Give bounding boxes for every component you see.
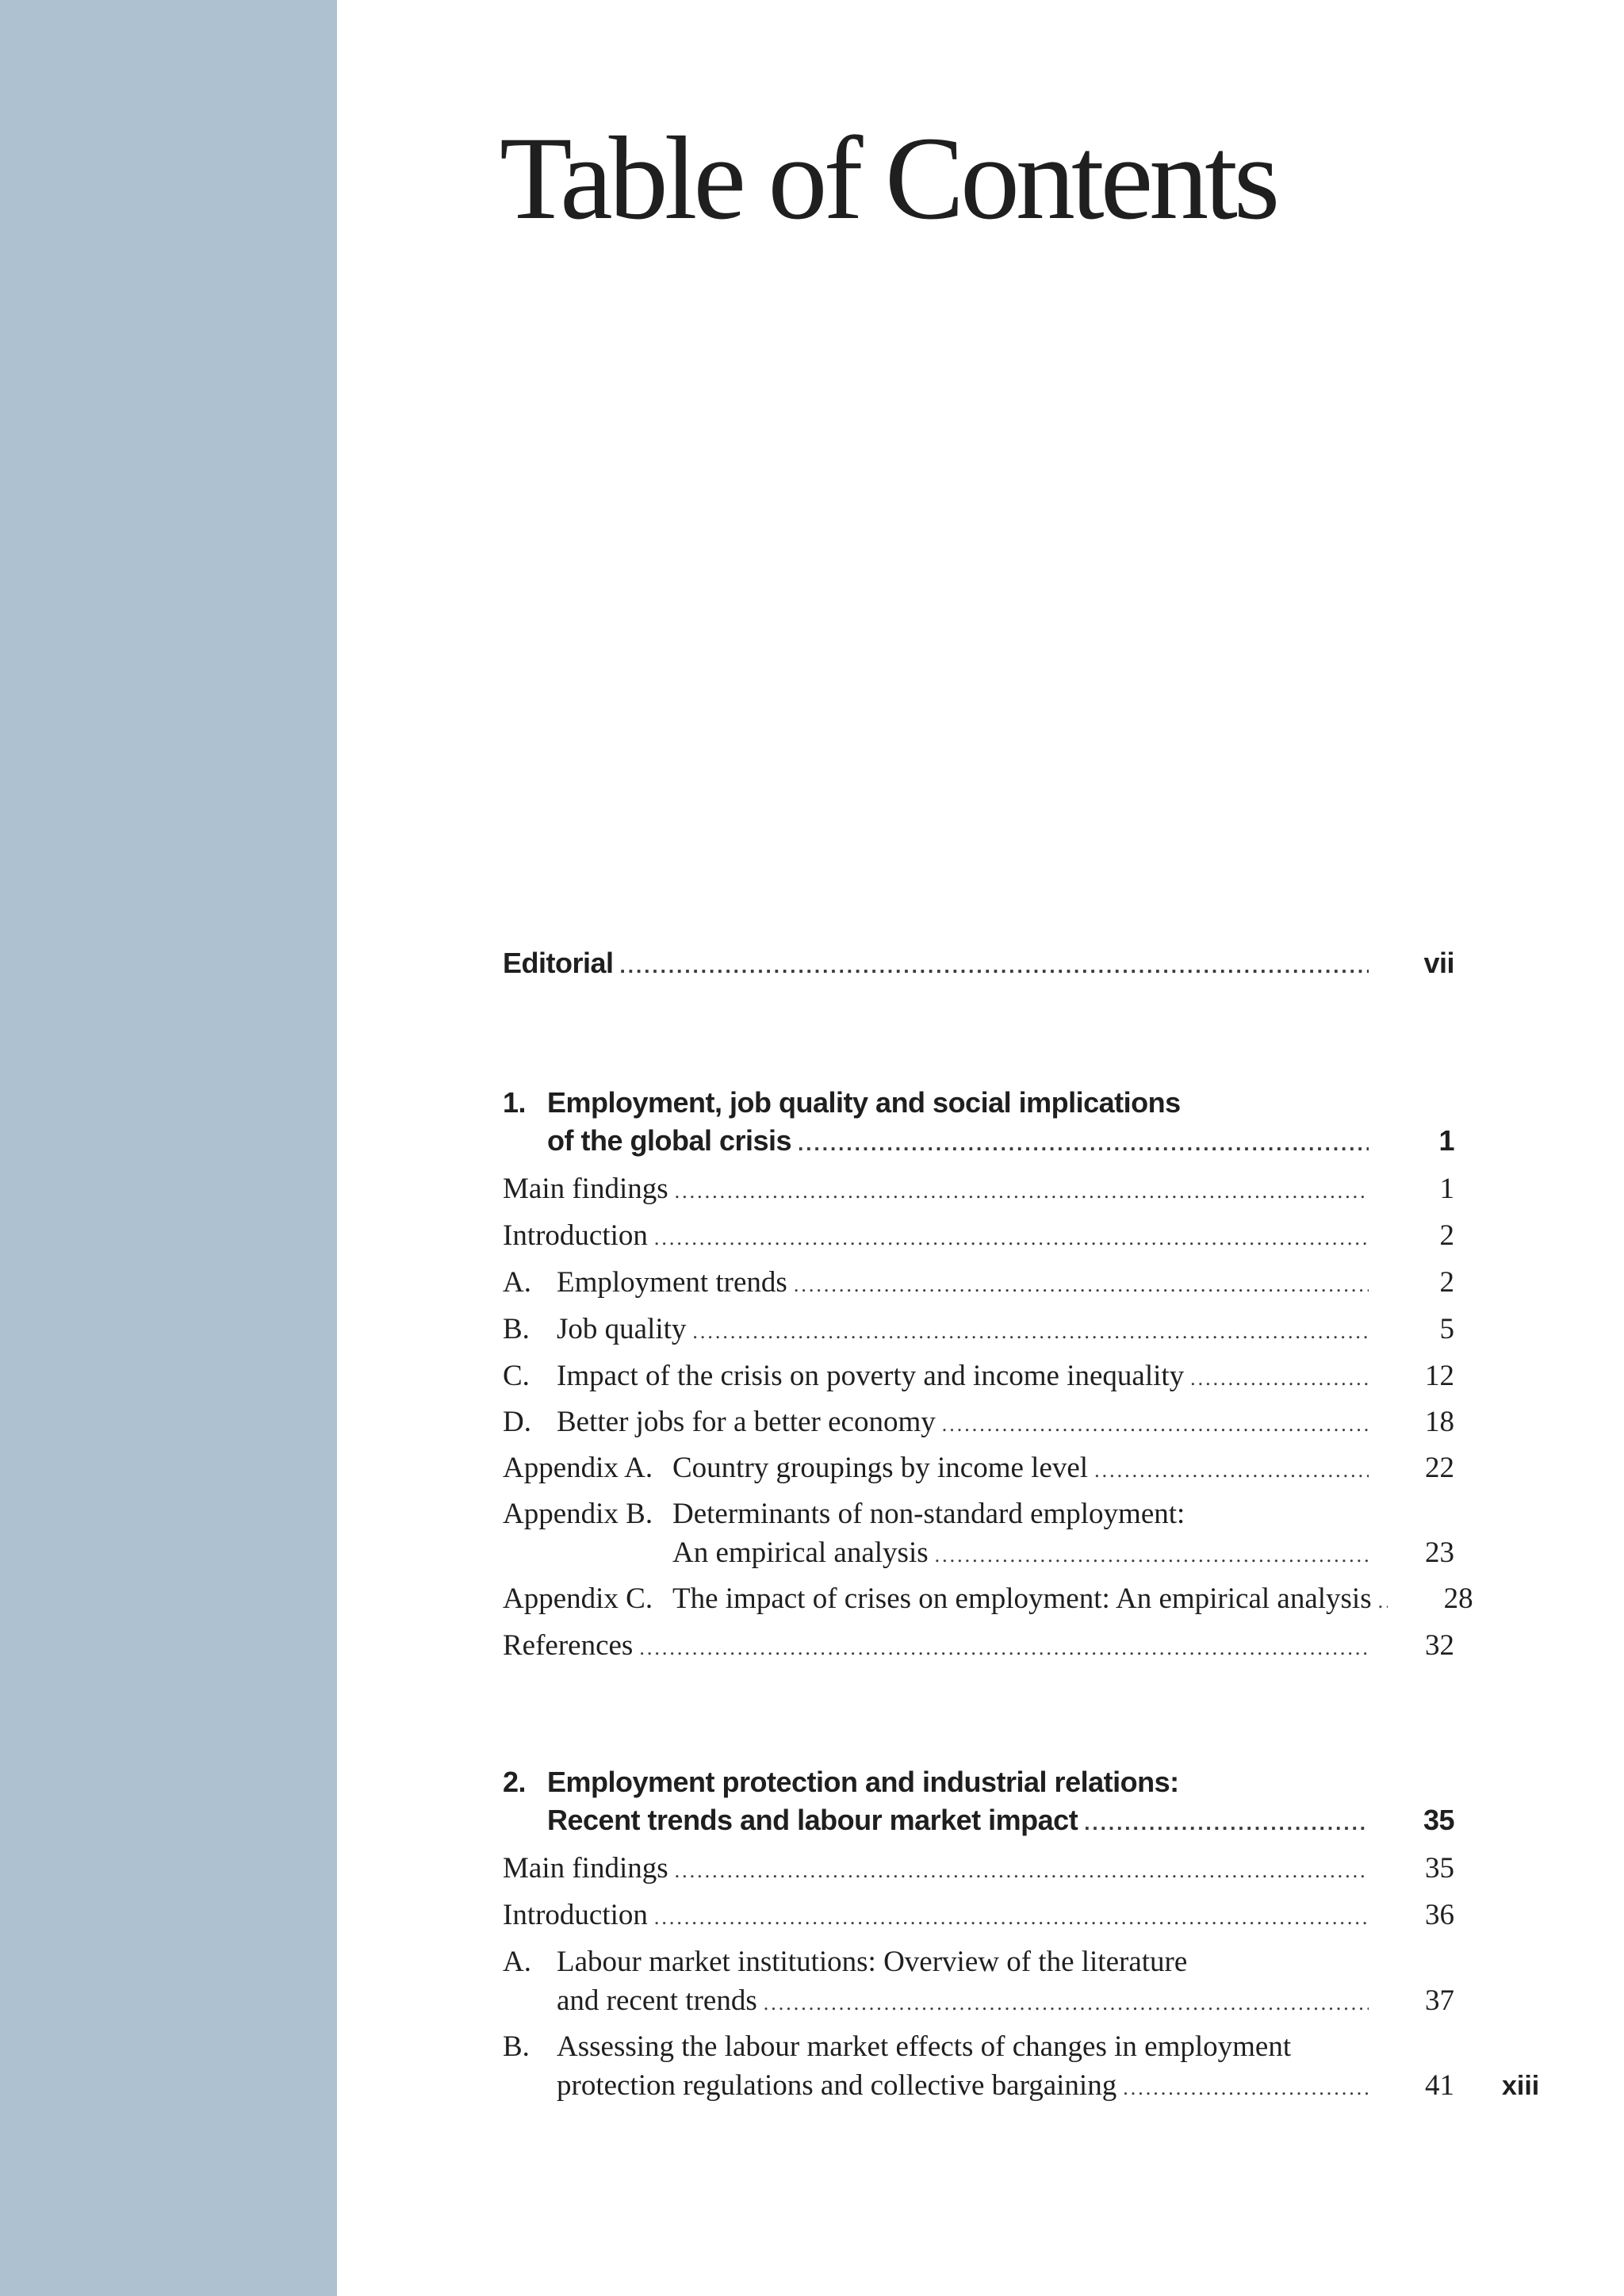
toc-page-number: 12	[1425, 1360, 1454, 1392]
toc-entry-introduction[interactable]	[503, 1898, 1454, 1946]
section-letter: B.	[503, 1313, 530, 1345]
dot-leader	[1378, 1590, 1388, 1613]
toc-entry-label: Employment trends	[557, 1266, 787, 1299]
page-title: Table of Contents	[500, 113, 1277, 244]
toc-entry-label: Country groupings by income level	[672, 1452, 1089, 1484]
dot-leader	[798, 1131, 1369, 1156]
toc-page-number: 37	[1425, 1984, 1454, 2017]
toc-entry-main-findings[interactable]	[503, 1172, 1454, 1219]
section-letter: D.	[503, 1406, 531, 1438]
section-letter: C.	[503, 1360, 530, 1392]
toc-entry-introduction[interactable]	[503, 1219, 1454, 1266]
toc-entry-assessing-effects[interactable]	[503, 2030, 1454, 2117]
toc-entry-appendix-a[interactable]	[503, 1451, 1454, 1498]
section-letter: B.	[503, 2030, 530, 2063]
toc-page-number: 36	[1425, 1899, 1454, 1931]
toc-chapter-1[interactable]	[503, 1086, 1454, 1173]
toc-page-number: 18	[1425, 1406, 1454, 1438]
toc-entry-crisis-impact[interactable]	[503, 1359, 1454, 1406]
toc-page-number: 41	[1425, 2069, 1454, 2102]
dot-leader	[1123, 2076, 1369, 2100]
toc-page-number: 2	[1439, 1219, 1454, 1252]
toc-entry-labour-market-institutions[interactable]	[503, 1945, 1454, 2032]
toc-page-number: 5	[1439, 1313, 1454, 1345]
dot-leader	[1084, 1811, 1369, 1835]
toc-entry-label: References	[503, 1629, 634, 1662]
dot-leader	[639, 1636, 1369, 1660]
toc-page-number: 35	[1425, 1852, 1454, 1885]
toc-entry-label: Main findings	[503, 1852, 668, 1885]
toc-editorial[interactable]	[503, 947, 1454, 994]
chapter-number: 1.	[503, 1086, 527, 1119]
toc-entry-appendix-b[interactable]	[503, 1497, 1454, 1584]
toc-entry-references[interactable]	[503, 1628, 1454, 1676]
toc-page-number: 32	[1425, 1629, 1454, 1662]
toc-entry-employment-trends[interactable]	[503, 1265, 1454, 1313]
appendix-label: Appendix A.	[503, 1452, 653, 1484]
chapter-title-line-2: Recent trends and labour market impact	[547, 1804, 1078, 1836]
page-folio: xiii	[1502, 2071, 1540, 2101]
toc-entry-label: and recent trends	[557, 1984, 757, 2017]
toc-entry-label: The impact of crises on employment: An empirical analysis	[672, 1582, 1372, 1615]
toc-entry-label: Impact of the crisis on poverty and income inequality	[557, 1360, 1185, 1392]
dot-leader	[764, 1992, 1369, 2015]
dot-leader	[654, 1226, 1369, 1250]
section-letter: A.	[503, 1266, 531, 1299]
toc-entry-label: An empirical analysis	[672, 1536, 929, 1569]
toc-entry-appendix-c[interactable]	[503, 1582, 1473, 1629]
dot-leader	[1094, 1459, 1369, 1483]
dot-leader	[692, 1320, 1369, 1344]
toc-page-number: 28	[1443, 1582, 1473, 1615]
toc-entry-label-line-1: Determinants of non-standard employment:	[672, 1498, 1185, 1530]
toc-entry-label: Main findings	[503, 1173, 668, 1205]
dot-leader	[675, 1859, 1369, 1883]
toc-entry-label-line-1: Assessing the labour market effects of changes in employment	[557, 2030, 1292, 2063]
section-letter: A.	[503, 1946, 531, 1978]
toc-page-number: 1	[1438, 1124, 1454, 1157]
toc-entry-better-jobs[interactable]	[503, 1405, 1454, 1452]
dot-leader	[675, 1180, 1369, 1203]
toc-entry-label: Introduction	[503, 1899, 648, 1931]
appendix-label: Appendix B.	[503, 1498, 653, 1530]
dot-leader	[1190, 1367, 1369, 1391]
toc-page-number: 1	[1439, 1173, 1454, 1205]
chapter-title-line-1: Employment, job quality and social implications	[547, 1086, 1181, 1119]
chapter-title-line-1: Employment protection and industrial relations:	[547, 1766, 1179, 1798]
toc-entry-job-quality[interactable]	[503, 1312, 1454, 1360]
toc-entry-label: protection regulations and collective bargaining	[557, 2069, 1117, 2102]
toc-entry-label: Better jobs for a better economy	[557, 1406, 936, 1438]
dot-leader	[620, 954, 1369, 978]
appendix-label: Appendix C.	[503, 1582, 653, 1615]
toc-page-number: 22	[1425, 1452, 1454, 1484]
dot-leader	[654, 1906, 1369, 1930]
toc-entry-label-line-1: Labour market institutions: Overview of the literature	[557, 1946, 1188, 1978]
chapter-number: 2.	[503, 1766, 527, 1798]
toc-entry-label: Job quality	[557, 1313, 687, 1345]
dot-leader	[935, 1544, 1369, 1567]
toc-page-number: 35	[1423, 1804, 1454, 1836]
toc-entry-label: Editorial	[503, 947, 614, 979]
toc-page-number: 2	[1439, 1266, 1454, 1299]
toc-page-number: vii	[1423, 947, 1454, 979]
toc-entry-label: Introduction	[503, 1219, 648, 1252]
dot-leader	[942, 1413, 1369, 1437]
dot-leader	[794, 1273, 1369, 1297]
side-color-band	[0, 0, 337, 2296]
toc-page-number: 23	[1425, 1536, 1454, 1569]
chapter-title-line-2: of the global crisis	[547, 1124, 792, 1157]
toc-entry-main-findings[interactable]	[503, 1851, 1454, 1899]
toc-chapter-2[interactable]	[503, 1766, 1454, 1853]
